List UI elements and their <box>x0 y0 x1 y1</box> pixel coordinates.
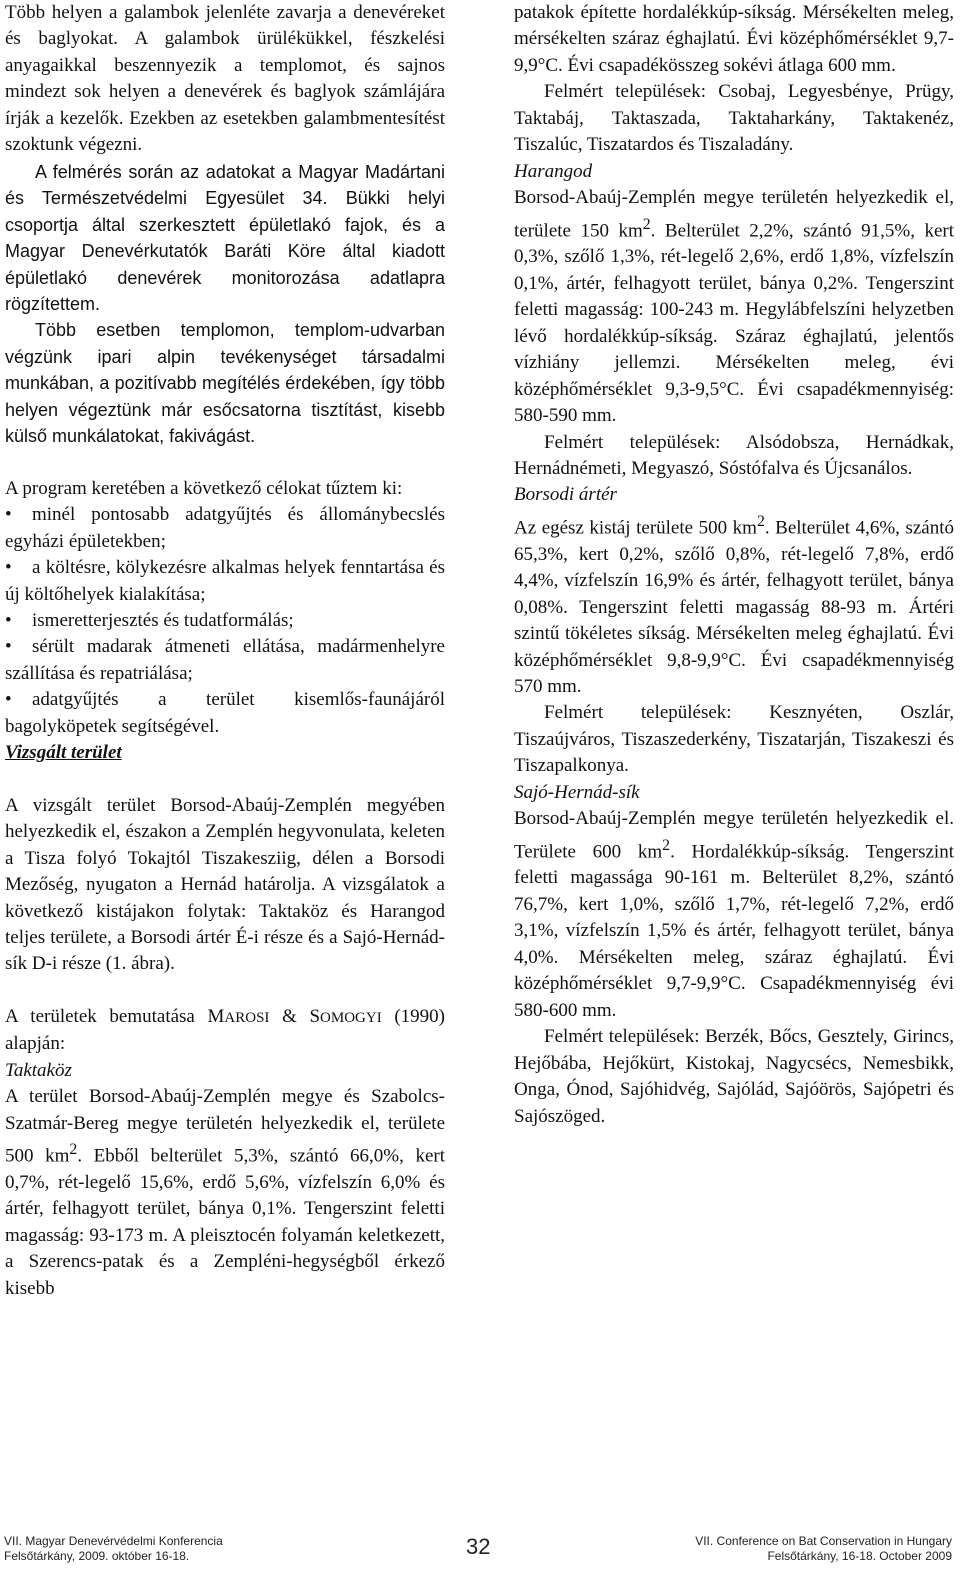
page-number: 32 <box>466 1534 491 1559</box>
paragraph-sajo-settlements: Felmért települések: Berzék, Bőcs, Gesztely, Girincs, Hejőbába, Hejőkürt, Kistokaj, Nagycsécs, Nemesbikk, Onga, Ónod, Sajóhidvég, Sajólád, Sajóörös, Sajópetri és Sajószöged. <box>514 1026 954 1127</box>
page-footer <box>0 1528 960 1573</box>
right-column <box>514 0 954 1130</box>
list-item: • ismeretterjesztés és tudatformálás; <box>5 608 445 634</box>
left-column <box>5 0 445 1302</box>
subsection-title-taktakoz: Taktaköz <box>5 1059 72 1081</box>
paragraph-sajo: Borsod-Abaúj-Zemplén megye területén helyezkedik el. Területe 600 $km^2$. Hordalékkúp-síkság. Tengerszint feletti magassága 90-161 m. Belterület 8,2%, szántó 76,7%, kert 1,0%, szőlő 1,7%, rét-legelő 7,2%, erdő 3,1%, vízfelszín 1,5% és ártér, felhagyott terület, bánya 4,0%. Mérsékelten meleg, száraz éghajlatú. Évi középhőmérséklet 9,7-9,9°C. Csapadékmennyiség évi 580-600 mm. <box>514 808 954 1021</box>
paragraph-harangod: Borsod-Abaúj-Zemplén megye területén helyezkedik el, területe 150 $km^2$. Belterület 2,2%, szántó 91,5%, kert 0,3%, szőlő 1,3%, rét-legelő 2,6%, erdő 1,8%, vízfelszín 0,1%, ártér, felhagyott terület, bánya 0,2%. Tengerszint feletti magasság: 100-243 m. Hegylábfelszíni helyzetben lévő hordalékkúp-síkság. Száraz éghajlatú, jelentős vízhiány jellemzi. Mérsékelten meleg, évi középhőmérséklet 9,3-9,5°C. Évi csapadékmennyiség: 580-590 mm. <box>514 187 954 427</box>
paragraph-goals-intro: A program keretében a következő célokat tűztem ki: <box>5 477 403 499</box>
paragraph-harangod-settlements: Felmért települések: Alsódobsza, Hernádkak, Hernádnémeti, Megyaszó, Sóstófalva és Újcsanálos. <box>514 431 954 480</box>
footer-conference-en: VII. Conference on Bat Conservation in Hungary <box>695 1534 952 1548</box>
paragraph-borsodi: Az egész kistáj területe 500 $km^2$. Belterület 4,6%, szántó 65,3%, kert 0,2%, szőlő 0,8%, rét-legelő 7,8%, erdő 4,4%, vízfelszín 16,9% és ártér, felhagyott terület, bánya 0,08%. Tengerszint feletti magasság 88-93 m. Ártéri szintű tökéletes síkság. Mérsékelten meleg éghajlatú. Évi középhőmérséklet 9,8-9,9°C. Évi csapadékmennyiség 570 mm. <box>514 512 954 697</box>
goals-list <box>5 502 445 740</box>
footer-right <box>695 1534 952 1564</box>
list-item: • sérült madarak átmeneti ellátása, madármenhelyre szállítása és repatriálása; <box>5 636 445 684</box>
paragraph-borsodi-settlements: Felmért települések: Kesznyéten, Oszlár, Tiszaújváros, Tiszaszederkény, Tiszatarján, Tiszakeszi és Tiszapalkonya. <box>514 702 954 777</box>
paragraph-pigeons: Több helyen a galambok jelenléte zavarja a denevéreket és baglyokat. A galambok ürülékükkel, fészkelési anyagaikkal beszennyezik a templomot, és sajnos mindezt sok helyen a denevérek és baglyok számlájára írják a kezelők. Ezekben az esetekben galambmentesítést szoktunk végezni. <box>5 2 445 156</box>
paragraph-taktakoz-settlements: Felmért települések: Csobaj, Legyesbénye, Prügy, Taktabáj, Taktaszada, Taktaharkány, Taktakenéz, Tiszalúc, Tiszatardos és Tiszaladány. <box>514 81 954 156</box>
paragraph-alpine-work: Több esetben templomon, templom-udvarban végzünk ipari alpin tevékenységet társadalmi munkában, a pozitívabb megítélés érdekében, így több helyen végeztünk már esőcsatorna tisztítást, kisebb külső munkálatokat, fakivágást. <box>5 320 445 447</box>
bullet-icon: • <box>5 609 12 631</box>
section-heading: Vizsgált terület <box>5 742 122 764</box>
bullet-icon: • <box>5 636 12 658</box>
list-item: • minél pontosabb adatgyűjtés és állománybecslés egyházi épületekben; <box>5 504 445 552</box>
paragraph-survey-method: A felmérés során az adatokat a Magyar Madártani és Természetvédelmi Egyesület 34. Bükki helyi csoportja által szerkesztett épületlakó fajok, és a Magyar Denevérkutatók Baráti Köre által kiadott épületlakó denevérek monitorozása adatlapra rögzítettem. <box>5 161 445 314</box>
paragraph-taktakoz: A terület Borsod-Abaúj-Zemplén megye és Szabolcs-Szatmár-Bereg megye területén helyezkedik el, területe 500 $km^2$. Ebből belterület 5,3%, szántó 66,0%, kert 0,7%, rét-legelő 15,6%, erdő 5,6%, vízfelszín 6,0% és ártér, felhagyott terület, bánya 0,1%. Tengerszint feletti magasság: 93-173 m. A pleisztocén folyamán keletkezett, a Szerencs-patak és a Zempléni-hegységből érkező kisebb <box>5 1086 446 1299</box>
footer-date-en: Felsőtárkány, 16-18. October 2009 <box>767 1549 952 1563</box>
subsection-title-sajo: Sajó-Hernád-sík <box>514 781 640 803</box>
bullet-icon: • <box>5 557 12 579</box>
paragraph-source: A területek bemutatása MAROSI & SOMOGYI (1990) alapján: <box>5 1005 446 1055</box>
bullet-icon: • <box>5 504 12 526</box>
footer-date-hu: Felsőtárkány, 2009. október 16-18. <box>4 1549 190 1563</box>
footer-conference-hu: VII. Magyar Denevérvédelmi Konferencia <box>4 1534 223 1548</box>
list-item: • adatgyűjtés a terület kisemlős-faunájáról bagolyköpetek segítségével. <box>5 689 445 737</box>
paragraph-study-area: A vizsgált terület Borsod-Abaúj-Zemplén megyében helyezkedik el, északon a Zemplén hegyvonulata, keleten a Tisza folyó Tokajtól Tiszakesziig, délen a Borsodi Mezőség, nyugaton a Hernád határolja. A vizsgálatok a következő kistájakon folytak: Taktaköz és Harangod teljes területe, a Borsodi ártér É-i része és a Sajó-Hernád-sík D-i része (1. ábra). <box>5 794 445 975</box>
list-item: • a költésre, kölykezésre alkalmas helyek fenntartása és új költőhelyek kialakítása; <box>5 557 445 605</box>
subsection-title-harangod: Harangod <box>514 160 593 182</box>
paragraph-taktakoz-continued: patakok építette hordalékkúp-síkság. Mérsékelten meleg, mérsékelten száraz éghajlatú. Évi középhőmérséklet 9,7-9,9°C. Évi csapadékösszeg sokévi átlaga 600 mm. <box>514 2 954 76</box>
subsection-title-borsodi: Borsodi ártér <box>514 484 617 506</box>
bullet-icon: • <box>5 689 12 711</box>
footer-left <box>4 1534 223 1564</box>
